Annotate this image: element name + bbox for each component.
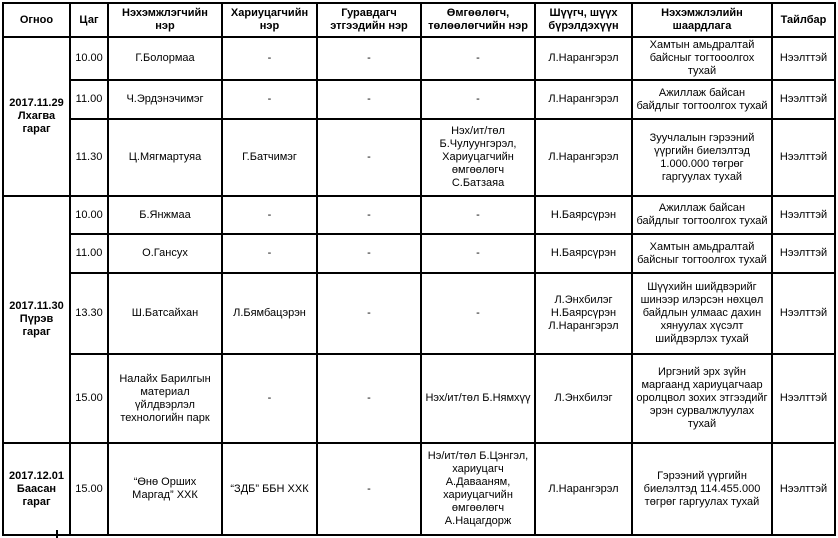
status-cell: Нээлттэй	[772, 443, 835, 535]
judge-cell: Л.Нарангэрэл	[535, 443, 632, 535]
advocate-cell: -	[421, 37, 535, 80]
third-party-cell: -	[317, 80, 421, 119]
advocate-cell: Нэ/ит/төл Б.Цэнгэл, хариуцагч А.Давааням, хариуцагчийн өмгөөлөгч А.Нацагдорж	[421, 443, 535, 535]
plaintiff-cell: Б.Янжмаа	[108, 196, 222, 234]
time-cell: 15.00	[70, 354, 108, 443]
plaintiff-cell: Г.Болормаа	[108, 37, 222, 80]
table-row	[3, 196, 835, 234]
judge-cell: Н.Баярсүрэн	[535, 196, 632, 234]
status-cell: Нээлттэй	[772, 234, 835, 273]
col-header-note: Тайлбар	[772, 3, 835, 37]
table-row	[3, 234, 835, 273]
time-cell: 11.30	[70, 119, 108, 196]
time-cell: 11.00	[70, 234, 108, 273]
status-cell: Нээлттэй	[772, 196, 835, 234]
third-party-cell: -	[317, 196, 421, 234]
header-row	[3, 3, 835, 37]
claim-cell: Шүүхийн шийдвэрийг шинээр илэрсэн нөхцөл байдлын улмаас дахин хянуулах хүсэлт шийдвэрлэх тухай	[632, 273, 772, 354]
table-row	[3, 80, 835, 119]
col-header-advocate: Өмгөөлөгч, төлөөлөгчийн нэр	[421, 3, 535, 37]
third-party-cell: -	[317, 443, 421, 535]
claim-cell: Ажиллаж байсан байдлыг тогтоолгох тухай	[632, 80, 772, 119]
weekday-value: Лхагва гараг	[17, 110, 56, 135]
time-cell: 15.00	[70, 443, 108, 535]
plaintiff-cell: Ц.Мягмартуяа	[108, 119, 222, 196]
third-party-cell: -	[317, 273, 421, 354]
date-cell	[3, 443, 70, 535]
claim-cell: Иргэний эрх зүйн маргаанд хариуцагчаар оролцвол зохих этгээдийг эрэн сурвалжлуулах тухай	[632, 354, 772, 443]
defendant-cell: -	[222, 234, 317, 273]
plaintiff-cell: Ч.Эрдэнэчимэг	[108, 80, 222, 119]
claim-cell: Хамтын амьдралтай байсныг тогтоолгох тухай	[632, 234, 772, 273]
claim-cell: Хамтын амьдралтай байсныг тогтооолгох тухай	[632, 37, 772, 80]
defendant-cell: -	[222, 37, 317, 80]
time-cell: 11.00	[70, 80, 108, 119]
col-header-third-party: Гуравдагч этгээдийн нэр	[317, 3, 421, 37]
defendant-cell: Л.Бямбацэрэн	[222, 273, 317, 354]
advocate-cell: -	[421, 234, 535, 273]
time-cell: 10.00	[70, 196, 108, 234]
col-header-judge: Шүүгч, шүүх бүрэлдэхүүн	[535, 3, 632, 37]
advocate-cell: Нэх/ит/төл Б.Чулуунгэрэл, Хариуцагчийн өмгөөлөгч С.Батзаяа	[421, 119, 535, 196]
third-party-cell: -	[317, 37, 421, 80]
plaintiff-cell: О.Гансух	[108, 234, 222, 273]
time-cell: 10.00	[70, 37, 108, 80]
defendant-cell: -	[222, 196, 317, 234]
court-hearing-schedule-table	[2, 2, 836, 536]
table-row	[3, 37, 835, 80]
date-value: 2017.12.01	[8, 469, 65, 482]
judge-cell: Л.Энхбилэг Н.Баярсүрэн Л.Нарангэрэл	[535, 273, 632, 354]
defendant-cell: Г.Батчимэг	[222, 119, 317, 196]
advocate-cell: Нэх/ит/төл Б.Нямхүү	[421, 354, 535, 443]
defendant-cell: “ЗДБ” ББН ХХК	[222, 443, 317, 535]
status-cell: Нээлттэй	[772, 80, 835, 119]
status-cell: Нээлттэй	[772, 119, 835, 196]
status-cell: Нээлттэй	[772, 354, 835, 443]
status-cell: Нээлттэй	[772, 273, 835, 354]
col-header-claim: Нэхэмжлэлийн шаардлага	[632, 3, 772, 37]
col-header-defendant: Хариуцагчийн нэр	[222, 3, 317, 37]
plaintiff-cell: Налайх Барилгын материал үйлдвэрлэл технологийн парк	[108, 354, 222, 443]
claim-cell: Гэрээний үүргийн биелэлтэд 114.455.000 төгрөг гаргуулах тухай	[632, 443, 772, 535]
third-party-cell: -	[317, 234, 421, 273]
judge-cell: Л.Нарангэрэл	[535, 37, 632, 80]
date-cell	[3, 196, 70, 443]
col-header-date: Огноо	[3, 3, 70, 37]
claim-cell: Ажиллаж байсан байдлыг тогтоолгох тухай	[632, 196, 772, 234]
third-party-cell: -	[317, 119, 421, 196]
caret-mark	[56, 530, 58, 538]
time-cell: 13.30	[70, 273, 108, 354]
weekday-value: Пүрэв гараг	[19, 313, 54, 338]
status-cell: Нээлттэй	[772, 37, 835, 80]
date-value: 2017.11.30	[9, 300, 64, 312]
col-header-plaintiff: Нэхэмжлэгчийн нэр	[108, 3, 222, 37]
judge-cell: Н.Баярсүрэн	[535, 234, 632, 273]
plaintiff-cell: “Өнө Орших Маргад” ХХК	[108, 443, 222, 535]
claim-cell: Зуучлалын гэрээний үүргийн биелэлтэд 1.000.000 төгрөг гаргуулах тухай	[632, 119, 772, 196]
defendant-cell: -	[222, 354, 317, 443]
judge-cell: Л.Нарангэрэл	[535, 80, 632, 119]
advocate-cell: -	[421, 80, 535, 119]
defendant-cell: -	[222, 80, 317, 119]
col-header-time: Цаг	[70, 3, 108, 37]
plaintiff-cell: Ш.Батсайхан	[108, 273, 222, 354]
table-row	[3, 443, 835, 535]
advocate-cell: -	[421, 196, 535, 234]
advocate-cell: -	[421, 273, 535, 354]
table-row	[3, 273, 835, 354]
table-row	[3, 354, 835, 443]
judge-cell: Л.Энхбилэг	[535, 354, 632, 443]
date-value: 2017.11.29	[9, 97, 64, 109]
date-cell	[3, 37, 70, 196]
weekday-value: Баасан гараг	[16, 482, 57, 508]
judge-cell: Л.Нарангэрэл	[535, 119, 632, 196]
third-party-cell: -	[317, 354, 421, 443]
table-row	[3, 119, 835, 196]
